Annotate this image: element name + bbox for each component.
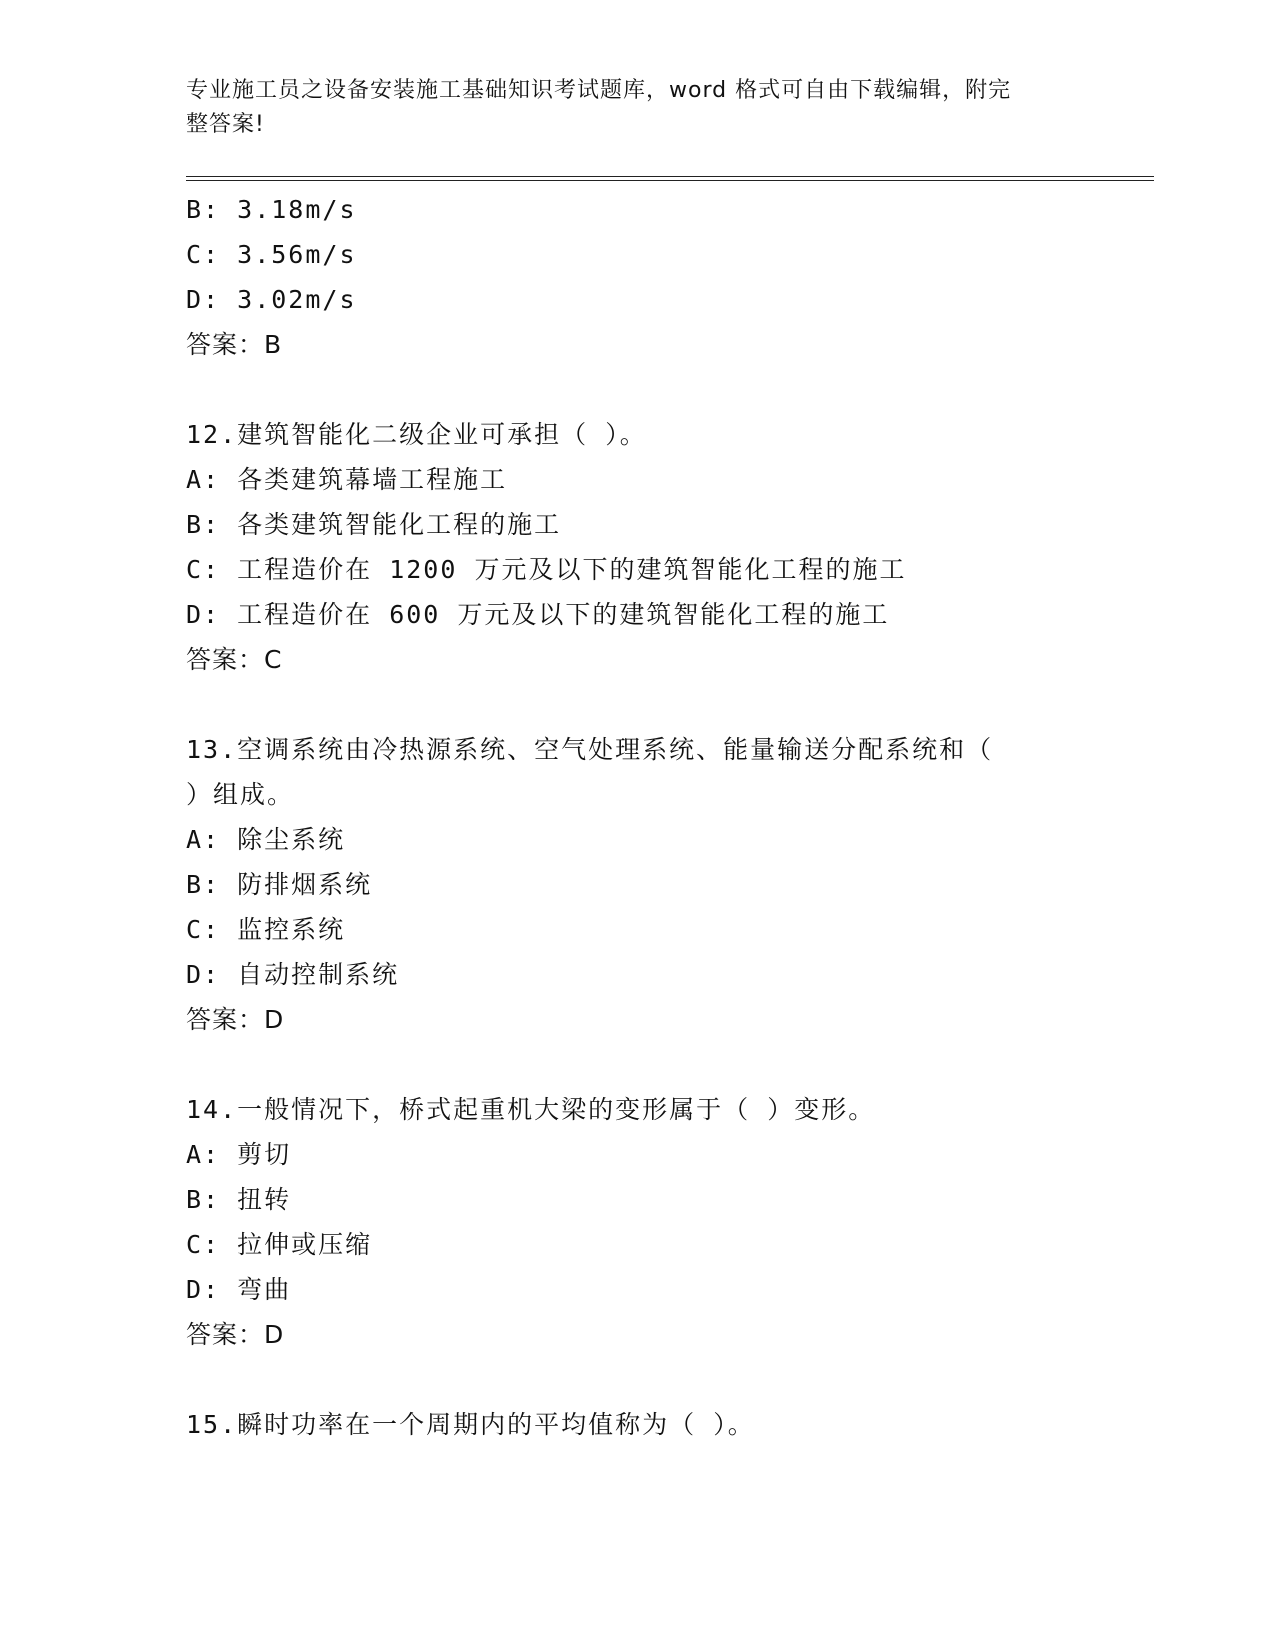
q14-option-d: D: 弯曲 bbox=[186, 1275, 292, 1304]
q14-answer: 答案：D bbox=[186, 1320, 285, 1349]
header-title-line-1: 专业施工员之设备安装施工基础知识考试题库，word 格式可自由下载编辑，附完 bbox=[186, 78, 1012, 103]
q13-option-c: C: 监控系统 bbox=[186, 915, 346, 944]
q14-option-a: A: 剪切 bbox=[186, 1140, 292, 1169]
q14-option-b: B: 扭转 bbox=[186, 1185, 292, 1214]
q15-question: 15.瞬时功率在一个周期内的平均值称为（ ）。 bbox=[186, 1410, 755, 1439]
q12-option-a: A: 各类建筑幕墙工程施工 bbox=[186, 465, 508, 494]
document-header bbox=[186, 74, 1086, 142]
q13-option-b: B: 防排烟系统 bbox=[186, 870, 373, 899]
header-divider-bottom bbox=[186, 180, 1154, 181]
q12-question: 12.建筑智能化二级企业可承担（ ）。 bbox=[186, 420, 647, 449]
q13-question-line-1: 13.空调系统由冷热源系统、空气处理系统、能量输送分配系统和（ bbox=[186, 735, 994, 764]
q11-option-d: D: 3.02m/s bbox=[186, 285, 357, 314]
q14-option-c: C: 拉伸或压缩 bbox=[186, 1230, 373, 1259]
q13-option-a: A: 除尘系统 bbox=[186, 825, 346, 854]
q11-answer: 答案：B bbox=[186, 330, 283, 359]
q11-option-b: B: 3.18m/s bbox=[186, 195, 357, 224]
q12-option-d: D: 工程造价在 600 万元及以下的建筑智能化工程的施工 bbox=[186, 600, 890, 629]
q13-answer: 答案：D bbox=[186, 1005, 285, 1034]
q12-option-b: B: 各类建筑智能化工程的施工 bbox=[186, 510, 562, 539]
q14-question: 14.一般情况下，桥式起重机大梁的变形属于（ ）变形。 bbox=[186, 1095, 876, 1124]
q13-option-d: D: 自动控制系统 bbox=[186, 960, 400, 989]
q11-option-c: C: 3.56m/s bbox=[186, 240, 357, 269]
q13-question-line-2: ）组成。 bbox=[186, 780, 295, 809]
header-divider-top bbox=[186, 176, 1154, 177]
header-title-line-2: 整答案! bbox=[186, 112, 265, 137]
q12-option-c: C: 工程造价在 1200 万元及以下的建筑智能化工程的施工 bbox=[186, 555, 907, 584]
q12-answer: 答案：C bbox=[186, 645, 283, 674]
